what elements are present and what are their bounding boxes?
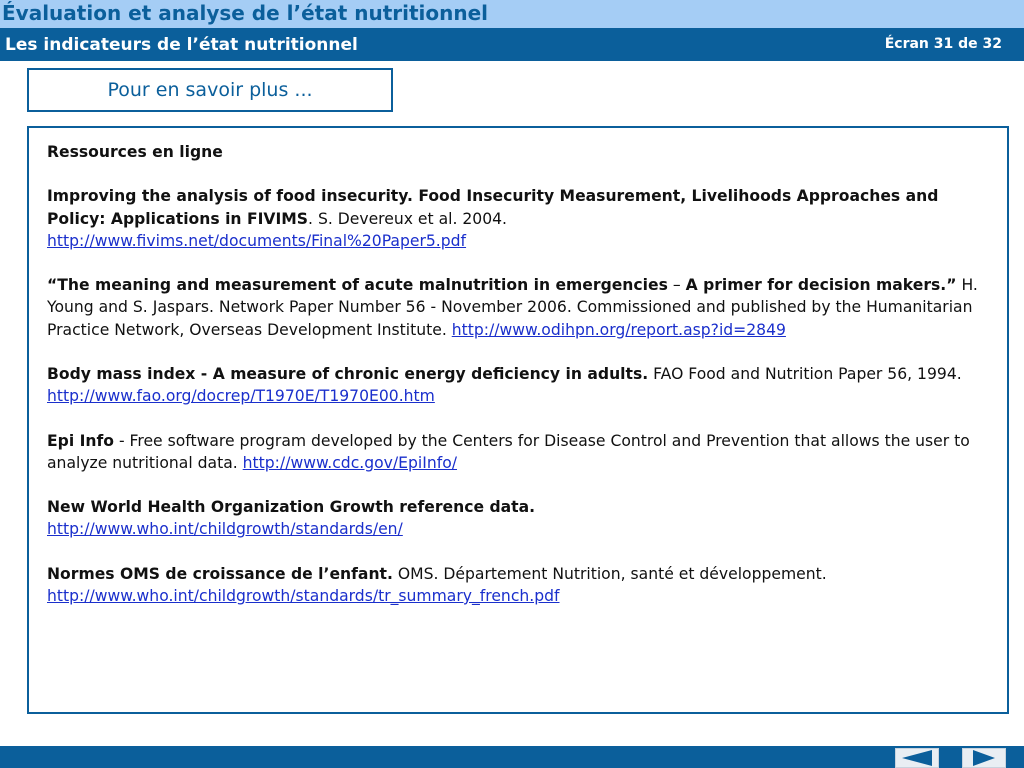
- resources-list: [47, 141, 992, 629]
- screen-counter: Écran 31 de 32: [884, 36, 1002, 52]
- resource-link-cdc[interactable]: http://www.cdc.gov/EpiInfo/: [242, 453, 458, 472]
- resource-title-continued: A primer for decision makers.”: [685, 276, 957, 295]
- content-panel: [27, 126, 1009, 714]
- resource-text: . S. Devereux et al. 2004.: [308, 209, 508, 228]
- resource-link-who-standards[interactable]: http://www.who.int/childgrowth/standards/en/: [47, 520, 403, 539]
- bottom-nav-bar: [0, 746, 1024, 768]
- arrow-left-icon: [902, 750, 932, 766]
- resource-title: Body mass index - A measure of chronic energy deficiency in adults.: [47, 364, 649, 383]
- next-screen-button[interactable]: [962, 748, 1006, 768]
- resource-link-odihpn[interactable]: http://www.odihpn.org/report.asp?id=2849: [451, 320, 786, 339]
- previous-screen-button[interactable]: [895, 748, 939, 768]
- resource-title: Epi Info: [47, 431, 114, 450]
- resource-title: Improving the analysis of food insecurity. Food Insecurity Measurement, Livelihoods Approaches and Policy: Applications in FIVIMS: [47, 187, 939, 228]
- resource-title: “The meaning and measurement of acute malnutrition in emergencies: [47, 276, 668, 295]
- resource-text: H. Young and S. Jaspars. Network Paper Number 56 - November 2006. Commissioned and published by the Humanitarian Practice Network, Overseas Development Institute.: [47, 276, 978, 339]
- resource-title: Normes OMS de croissance de l’enfant.: [47, 564, 393, 583]
- resource-entry-oms-normes: [47, 563, 992, 607]
- resource-entry-who-growth: [47, 496, 992, 540]
- resource-title: New World Health Organization Growth reference data.: [47, 498, 536, 517]
- resource-link-who-french[interactable]: http://www.who.int/childgrowth/standards/tr_summary_french.pdf: [47, 586, 560, 605]
- resource-entry-fivims: [47, 185, 992, 252]
- resources-heading: Ressources en ligne: [47, 143, 223, 161]
- top-title-bar: [0, 0, 1024, 28]
- resource-link-fao[interactable]: http://www.fao.org/docrep/T1970E/T1970E00.htm: [47, 387, 435, 406]
- more-info-label: Pour en savoir plus ...: [107, 79, 313, 101]
- resource-entry-odihpn: [47, 274, 992, 341]
- more-info-box: [27, 68, 393, 112]
- resource-text: FAO Food and Nutrition Paper 56, 1994.: [648, 364, 962, 383]
- resource-dash: –: [667, 276, 686, 295]
- resource-text: - Free software program developed by the Centers for Disease Control and Prevention that allows the user to analyze nutritional data.: [47, 431, 970, 472]
- section-title: Les indicateurs de l’état nutritionnel: [5, 35, 358, 55]
- resource-text: OMS. Département Nutrition, santé et développement.: [392, 564, 827, 583]
- section-bar: [0, 28, 1024, 61]
- resource-entry-fao-bmi: [47, 363, 992, 407]
- resource-link-fivims[interactable]: http://www.fivims.net/documents/Final%20Paper5.pdf: [47, 231, 467, 250]
- resource-entry-epi-info: [47, 430, 992, 474]
- arrow-right-icon: [973, 750, 995, 766]
- course-title: Évaluation et analyse de l’état nutritionnel: [2, 1, 489, 25]
